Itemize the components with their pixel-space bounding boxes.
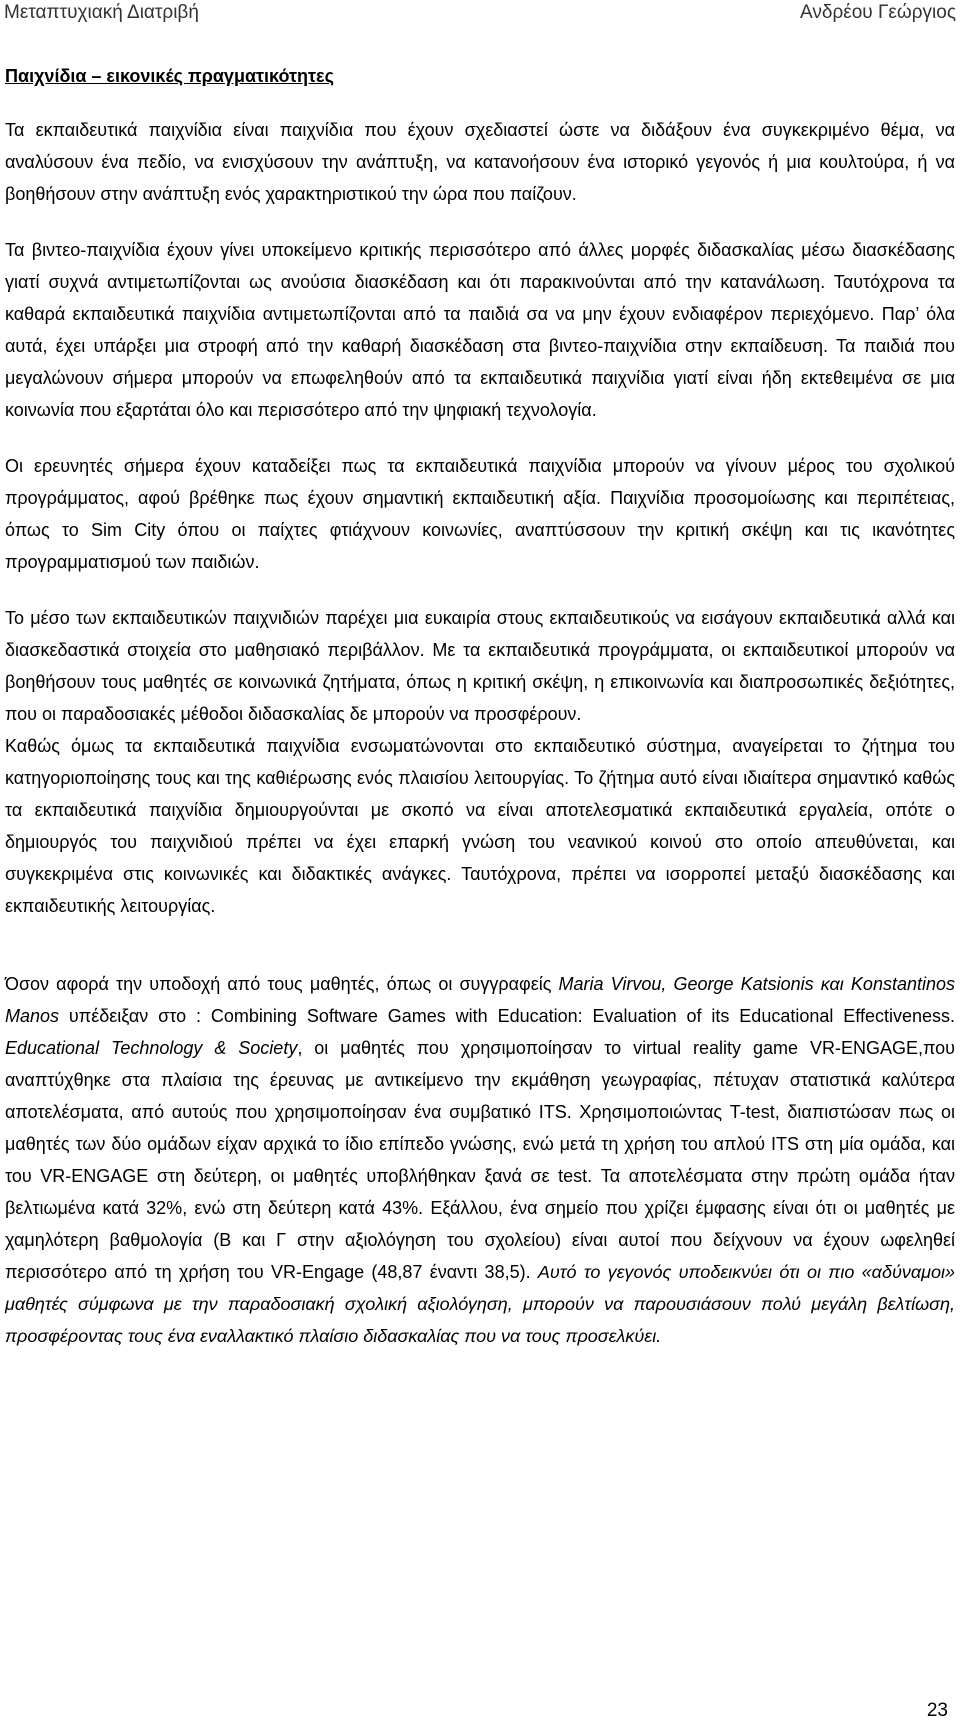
paragraph-6-intro: Όσον αφορά την υποδοχή από τους μαθητές, όπως οι συγγραφείς (5, 974, 559, 994)
author-name: Ανδρέου Γεώργιος (800, 2, 956, 23)
paragraph-4: Το μέσο των εκπαιδευτικών παιχνιδιών παρέχει μια ευκαιρία στους εκπαιδευτικούς να εισάγουν εκπαιδευτικά αλλά και διασκεδαστικά στοιχεία στο μαθησιακό περιβάλλον. Με τα εκπαιδευτικά προγράμματα, οι εκπαιδευτικοί μπορούν να βοηθήσουν τους μαθητές σε κοινωνικά ζητήματα, όπως η κριτική σκέψη, η επικοινωνία και διαπροσωπικές δεξιότητες, που οι παραδοσιακές μέθοδοι διδασκαλίας δε μπορούν να προσφέρουν. (5, 608, 955, 724)
page-header (0, 0, 960, 36)
paragraph-6-journal: Educational Technology & Society (5, 1038, 298, 1058)
section-title: Παιχνίδια – εικονικές πραγματικότητες (5, 66, 334, 86)
paragraph-6 (5, 968, 955, 1352)
document-body (5, 60, 955, 1352)
paragraph-1: Τα εκπαιδευτικά παιχνίδια είναι παιχνίδια που έχουν σχεδιαστεί ώστε να διδάξουν ένα συγκεκριμένο θέμα, να αναλύσουν ένα πεδίο, να ενισχύσουν την ανάπτυξη, να κατανοήσουν ένα ιστορικό γεγονός ή μια κουλτούρα, ή να βοηθήσουν στην ανάπτυξη ενός χαρακτηριστικού την ώρα που παίζουν. (5, 120, 955, 204)
page-number: 23 (926, 1700, 948, 1721)
paragraph-6-authors: Maria Virvou, George Katsionis και Konstantinos Manos (5, 974, 955, 1026)
paragraph-3: Οι ερευνητές σήμερα έχουν καταδείξει πως τα εκπαιδευτικά παιχνίδια μπορούν να γίνουν μέρος του σχολικού προγράμματος, αφού βρέθηκε πως έχουν σημαντική εκπαιδευτική αξία. Παιχνίδια προσομοίωσης και περιπέτειας, όπως το Sim City όπου οι παίχτες φτιάχνουν κοινωνίες, αναπτύσσουν την κριτική σκέψη και τις ικανότητες προγραμματισμού των παιδιών. (5, 456, 955, 572)
paragraph-2: Τα βιντεο-παιχνίδια έχουν γίνει υποκείμενο κριτικής περισσότερο από άλλες μορφές διδασκαλίας μέσω διασκέδασης γιατί συχνά αντιμετωπίζονται ως ανούσια διασκέδαση και ότι παρακινούνται από την κατανάλωση. Ταυτόχρονα τα καθαρά εκπαιδευτικά παιχνίδια αντιμετωπίζονται από τα παιδιά σα να μην έχουν ενδιαφέρον περιεχόμενο. Παρ’ όλα αυτά, έχει υπάρξει μια στροφή από την καθαρή διασκέδαση στα βιντεο-παιχνίδια στην εκπαίδευση. Τα παιδιά που μεγαλώνουν σήμερα μπορούν να επωφεληθούν από τα εκπαιδευτικά παιχνίδια γιατί είναι ήδη εκτεθειμένα σε μια κοινωνία που εξαρτάται όλο και περισσότερο από την ψηφιακή τεχνολογία. (5, 240, 955, 420)
paragraph-6-body: , οι μαθητές που χρησιμοποίησαν το virtual reality game VR-ENGAGE,που αναπτύχθηκε στα πλαίσια της έρευνας με αντικείμενο την εκμάθηση γεωγραφίας, πέτυχαν στατιστικά καλύτερα αποτελέσματα, από αυτούς που χρησιμοποίησαν ένα συμβατικό ITS. Χρησιμοποιώντας T-test, διαπιστώσαν πως οι μαθητές των δύο ομάδων είχαν αρχικά το ίδιο επίπεδο γνώσης, ενώ μετά τη χρήση του απλού ITS στη μία ομάδα, και του VR-ENGAGE στη δεύτερη, οι μαθητές υποβλήθηκαν ξανά σε test. Τα αποτελέσματα στην πρώτη ομάδα ήταν βελτιωμένα κατά 32%, ενώ στη δεύτερη κατά 43%. Εξάλλου, ένα σημείο που χρίζει έμφασης είναι ότι οι μαθητές με χαμηλότερη βαθμολογία (Β και Γ στην αξιολόγηση του σχολείου) είναι αυτοί που δείχνουν να έχουν ωφεληθεί περισσότερο από τη χρήση του VR-Engage (48,87 έναντι 38,5). (5, 1038, 955, 1282)
thesis-title: Μεταπτυχιακή Διατριβή (4, 2, 199, 23)
paragraph-5: Καθώς όμως τα εκπαιδευτικά παιχνίδια ενσωματώνονται στο εκπαιδευτικό σύστημα, αναγείρεται το ζήτημα του κατηγοριοποίησης τους και της καθιέρωσης ενός πλαισίου λειτουργίας. Το ζήτημα αυτό είναι ιδιαίτερα σημαντικό καθώς τα εκπαιδευτικά παιχνίδια δημιουργούνται με σκοπό να είναι αποτελεσματικά εκπαιδευτικά εργαλεία, οπότε ο δημιουργός του παιχνιδιού πρέπει να έχει επαρκή γνώση του νεανικού κοινού στο οποίο απευθύνεται, και συγκεκριμένα στις κοινωνικές και διδακτικές ανάγκες. Ταυτόχρονα, πρέπει να ισορροπεί μεταξύ διασκέδασης και εκπαιδευτικής λειτουργίας. (5, 736, 955, 916)
paragraph-6-conclusion: Αυτό το γεγονός υποδεικνύει ότι οι πιο «αδύναμοι» μαθητές σύμφωνα με την παραδοσιακή σχολική αξιολόγηση, μπορούν να παρουσιάσουν πολύ μεγάλη βελτίωση, προσφέροντας τους ένα εναλλακτικό πλαίσιο διδασκαλίας που να τους προσελκύει. (5, 1262, 955, 1346)
paragraph-6-paper: υπέδειξαν στο : Combining Software Games with Education: Evaluation of its Educational Effectiveness. (59, 1006, 955, 1026)
